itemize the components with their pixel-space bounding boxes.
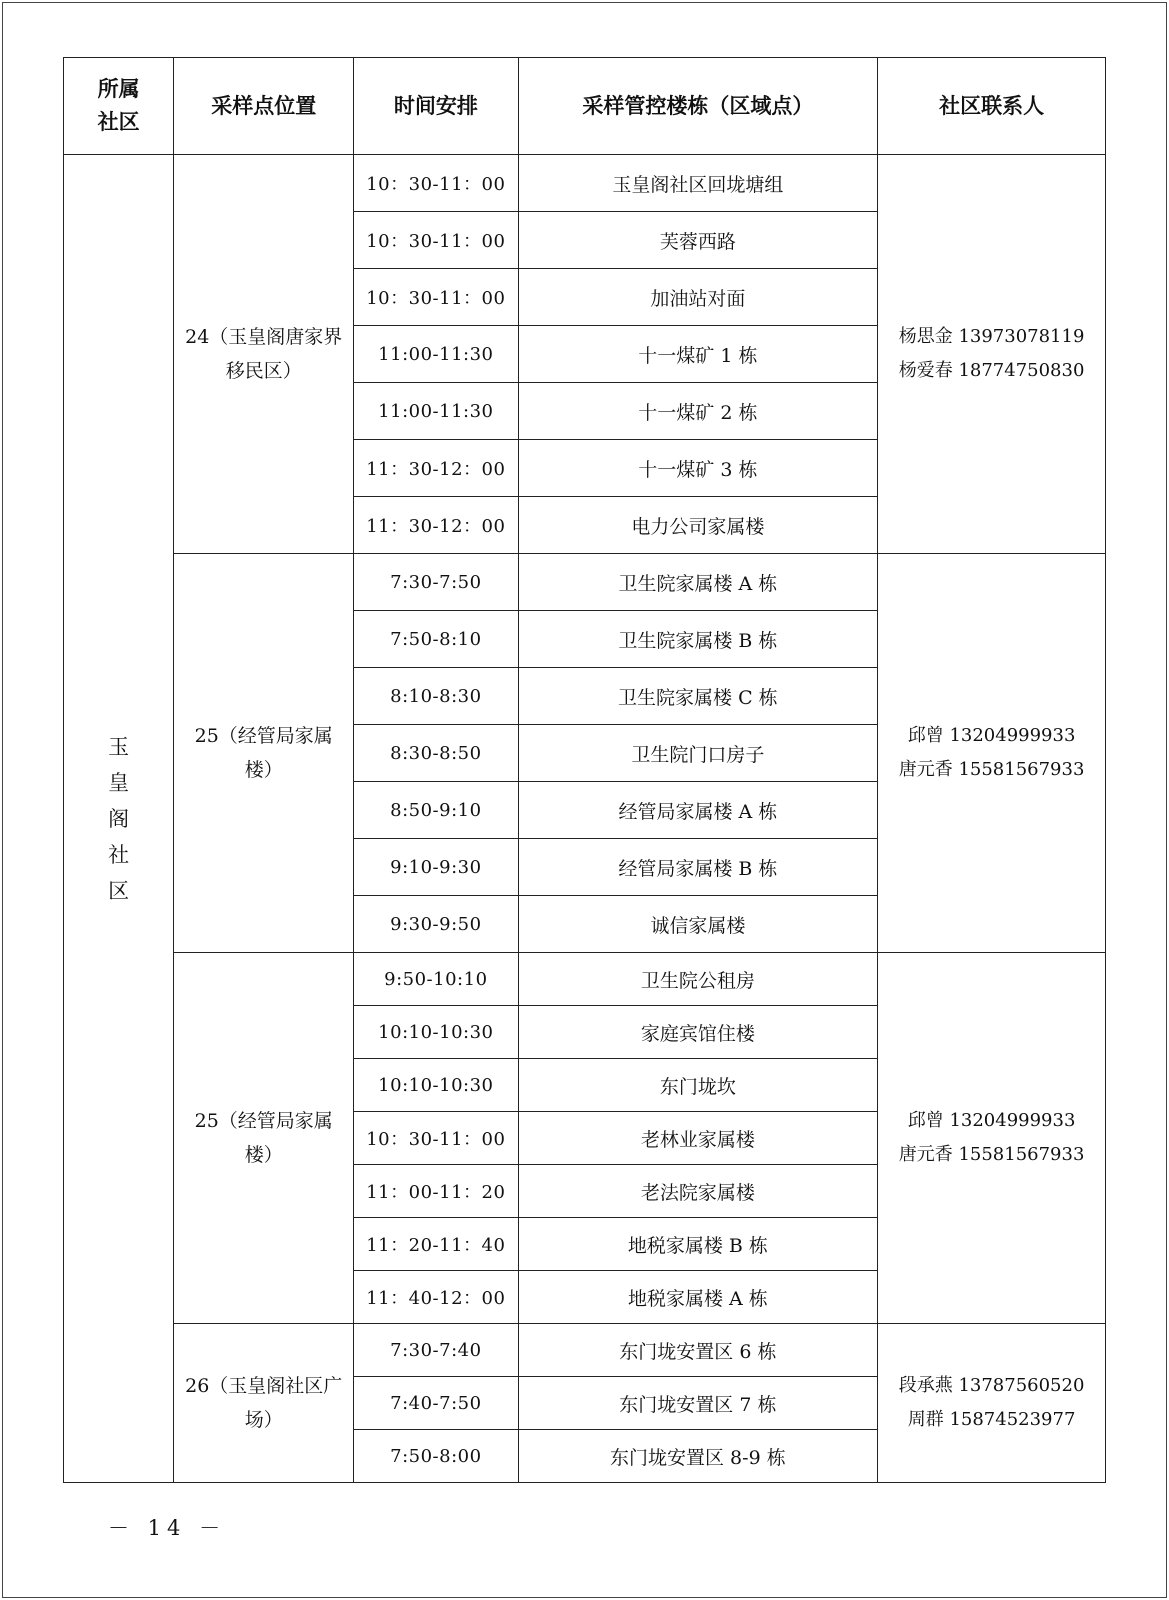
controlled-area: 十一煤矿 3 栋 (518, 440, 878, 497)
time-slot: 10:10-10:30 (354, 1059, 518, 1112)
controlled-area: 老林业家属楼 (518, 1112, 878, 1165)
controlled-area: 卫生院家属楼 A 栋 (518, 554, 878, 611)
time-slot: 11:00-11:30 (354, 383, 518, 440)
controlled-area: 电力公司家属楼 (518, 497, 878, 554)
header-community: 所属社区 (64, 58, 174, 155)
time-slot: 11：30-12：00 (354, 497, 518, 554)
page-number: － 14 － (108, 1516, 227, 1540)
controlled-area: 卫生院门口房子 (518, 725, 878, 782)
sampling-location: 26（玉皇阁社区广场） (174, 1324, 354, 1483)
time-slot: 7:40-7:50 (354, 1377, 518, 1430)
time-slot: 8:50-9:10 (354, 782, 518, 839)
table-row (64, 155, 1106, 212)
time-slot: 9:30-9:50 (354, 896, 518, 953)
table-row (64, 953, 1106, 1006)
sampling-schedule-table (63, 57, 1106, 1483)
contact-person: 邱曾 13204999933 (907, 1110, 1076, 1131)
controlled-area: 东门垅安置区 6 栋 (518, 1324, 878, 1377)
controlled-area: 加油站对面 (518, 269, 878, 326)
sampling-location: 24（玉皇阁唐家界移民区） (174, 155, 354, 554)
contact-person: 周群 15874523977 (907, 1409, 1076, 1430)
contact-person: 杨思金 13973078119 (898, 326, 1085, 347)
controlled-area: 卫生院家属楼 C 栋 (518, 668, 878, 725)
controlled-area: 十一煤矿 1 栋 (518, 326, 878, 383)
controlled-area: 经管局家属楼 A 栋 (518, 782, 878, 839)
controlled-area: 地税家属楼 B 栋 (518, 1218, 878, 1271)
contact-cell (878, 554, 1106, 953)
time-slot: 11：30-12：00 (354, 440, 518, 497)
contact-cell (878, 155, 1106, 554)
time-slot: 11：20-11：40 (354, 1218, 518, 1271)
time-slot: 7:30-7:40 (354, 1324, 518, 1377)
controlled-area: 东门垅安置区 8-9 栋 (518, 1430, 878, 1483)
table-row (64, 554, 1106, 611)
contact-person: 唐元香 15581567933 (898, 759, 1085, 780)
time-slot: 10：30-11：00 (354, 155, 518, 212)
header-location: 采样点位置 (174, 58, 354, 155)
time-slot: 7:30-7:50 (354, 554, 518, 611)
time-slot: 10:10-10:30 (354, 1006, 518, 1059)
header-area: 采样管控楼栋（区域点） (518, 58, 878, 155)
controlled-area: 东门垅坎 (518, 1059, 878, 1112)
time-slot: 8:10-8:30 (354, 668, 518, 725)
community-cell: 玉皇阁社区 (64, 155, 174, 1483)
controlled-area: 十一煤矿 2 栋 (518, 383, 878, 440)
controlled-area: 老法院家属楼 (518, 1165, 878, 1218)
contact-person: 邱曾 13204999933 (907, 725, 1076, 746)
table-row (64, 1324, 1106, 1377)
time-slot: 7:50-8:10 (354, 611, 518, 668)
time-slot: 8:30-8:50 (354, 725, 518, 782)
controlled-area: 家庭宾馆住楼 (518, 1006, 878, 1059)
controlled-area: 卫生院公租房 (518, 953, 878, 1006)
contact-cell (878, 1324, 1106, 1483)
sampling-location: 25（经管局家属楼） (174, 953, 354, 1324)
time-slot: 10：30-11：00 (354, 269, 518, 326)
time-slot: 11：40-12：00 (354, 1271, 518, 1324)
time-slot: 10：30-11：00 (354, 1112, 518, 1165)
time-slot: 9:10-9:30 (354, 839, 518, 896)
time-slot: 10：30-11：00 (354, 212, 518, 269)
sampling-location: 25（经管局家属楼） (174, 554, 354, 953)
contact-person: 唐元香 15581567933 (898, 1144, 1085, 1165)
controlled-area: 玉皇阁社区回垅塘组 (518, 155, 878, 212)
time-slot: 7:50-8:00 (354, 1430, 518, 1483)
contact-cell (878, 953, 1106, 1324)
time-slot: 9:50-10:10 (354, 953, 518, 1006)
contact-person: 杨爱春 18774750830 (898, 360, 1085, 381)
contact-person: 段承燕 13787560520 (898, 1375, 1085, 1396)
controlled-area: 卫生院家属楼 B 栋 (518, 611, 878, 668)
time-slot: 11:00-11:30 (354, 326, 518, 383)
controlled-area: 芙蓉西路 (518, 212, 878, 269)
time-slot: 11：00-11：20 (354, 1165, 518, 1218)
header-time: 时间安排 (354, 58, 518, 155)
controlled-area: 经管局家属楼 B 栋 (518, 839, 878, 896)
controlled-area: 地税家属楼 A 栋 (518, 1271, 878, 1324)
header-contact: 社区联系人 (878, 58, 1106, 155)
controlled-area: 东门垅安置区 7 栋 (518, 1377, 878, 1430)
controlled-area: 诚信家属楼 (518, 896, 878, 953)
